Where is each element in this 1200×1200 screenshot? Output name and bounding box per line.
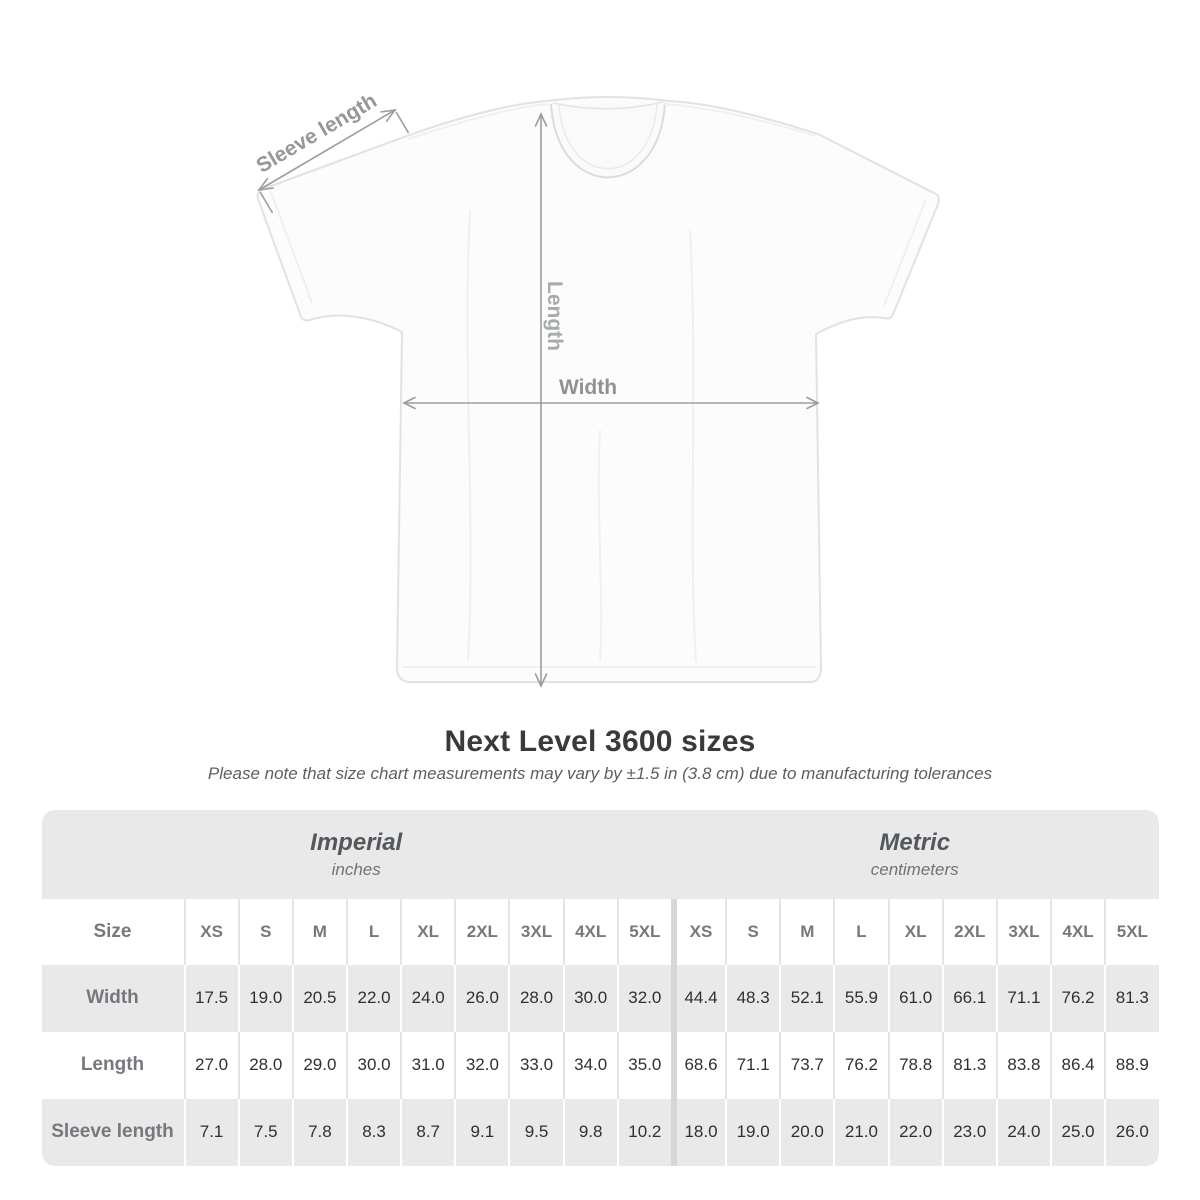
size-header: 2XL (942, 899, 996, 965)
length-value: 29.0 (292, 1032, 346, 1099)
sleeve-value: 8.7 (400, 1099, 454, 1166)
size-chart-table (42, 810, 1159, 1166)
sleeve-value: 7.8 (292, 1099, 346, 1166)
sleeve-value: 25.0 (1050, 1099, 1104, 1166)
size-header: 5XL (1104, 899, 1158, 965)
length-value: 78.8 (888, 1032, 942, 1099)
size-header: S (238, 899, 292, 965)
width-value: 76.2 (1050, 965, 1104, 1032)
sleeve-value: 23.0 (942, 1099, 996, 1166)
sleeve-value: 9.5 (508, 1099, 562, 1166)
width-value: 24.0 (400, 965, 454, 1032)
length-value: 86.4 (1050, 1032, 1104, 1099)
length-row (42, 1032, 1159, 1099)
width-value: 44.4 (671, 965, 725, 1032)
metric-unit: centimeters (870, 859, 959, 879)
size-header: 2XL (454, 899, 508, 965)
length-value: 27.0 (184, 1032, 238, 1099)
row-label-length: Length (42, 1032, 184, 1099)
sleeve-value: 21.0 (833, 1099, 887, 1166)
sleeve-value: 10.2 (617, 1099, 671, 1166)
length-value: 31.0 (400, 1032, 454, 1099)
length-value: 73.7 (779, 1032, 833, 1099)
length-value: 33.0 (508, 1032, 562, 1099)
row-label-sleeve-length: Sleeve length (42, 1099, 184, 1166)
width-value: 26.0 (454, 965, 508, 1032)
length-value: 81.3 (942, 1032, 996, 1099)
sleeve-value: 9.1 (454, 1099, 508, 1166)
length-value: 30.0 (346, 1032, 400, 1099)
sleeve-value: 7.5 (238, 1099, 292, 1166)
sleeve-value: 22.0 (888, 1099, 942, 1166)
size-header: 3XL (508, 899, 562, 965)
size-header: 4XL (563, 899, 617, 965)
imperial-label: Imperial (310, 828, 403, 856)
size-header: L (833, 899, 887, 965)
sleeve-value: 26.0 (1104, 1099, 1158, 1166)
sleeve-value: 8.3 (346, 1099, 400, 1166)
width-value: 17.5 (184, 965, 238, 1032)
width-value: 32.0 (617, 965, 671, 1032)
metric-section-header (671, 810, 1159, 899)
imperial-section-header (42, 810, 671, 899)
size-header: XS (671, 899, 725, 965)
size-header: 4XL (1050, 899, 1104, 965)
size-header: 3XL (996, 899, 1050, 965)
sleeve-value: 7.1 (184, 1099, 238, 1166)
page-title: Next Level 3600 sizes (444, 725, 756, 758)
length-value: 88.9 (1104, 1032, 1158, 1099)
width-value: 48.3 (725, 965, 779, 1032)
imperial-unit: inches (331, 859, 381, 879)
width-value: 66.1 (942, 965, 996, 1032)
size-header: 5XL (617, 899, 671, 965)
size-header: XL (888, 899, 942, 965)
width-value: 28.0 (508, 965, 562, 1032)
size-header: S (725, 899, 779, 965)
sleeve-length-label: Sleeve length (252, 89, 381, 178)
size-header: M (779, 899, 833, 965)
width-row (42, 965, 1159, 1032)
size-header: XL (400, 899, 454, 965)
row-label-width: Width (42, 965, 184, 1032)
sleeve-value: 20.0 (779, 1099, 833, 1166)
size-header: L (346, 899, 400, 965)
width-value: 22.0 (346, 965, 400, 1032)
width-value: 30.0 (563, 965, 617, 1032)
unit-band-row (42, 810, 1159, 899)
width-value: 81.3 (1104, 965, 1158, 1032)
size-header: M (292, 899, 346, 965)
size-header-row (42, 899, 1159, 965)
length-value: 68.6 (671, 1032, 725, 1099)
width-value: 52.1 (779, 965, 833, 1032)
width-value: 61.0 (888, 965, 942, 1032)
size-column-header: Size (42, 899, 184, 965)
size-header: XS (184, 899, 238, 965)
length-value: 35.0 (617, 1032, 671, 1099)
length-label: Length (543, 281, 566, 351)
length-value: 76.2 (833, 1032, 887, 1099)
sleeve-value: 24.0 (996, 1099, 1050, 1166)
width-value: 20.5 (292, 965, 346, 1032)
length-value: 34.0 (563, 1032, 617, 1099)
sleeve-value: 18.0 (671, 1099, 725, 1166)
width-value: 71.1 (996, 965, 1050, 1032)
width-value: 55.9 (833, 965, 887, 1032)
length-value: 83.8 (996, 1032, 1050, 1099)
width-value: 19.0 (238, 965, 292, 1032)
length-value: 28.0 (238, 1032, 292, 1099)
sleeve-length-row (42, 1099, 1159, 1166)
sleeve-value: 9.8 (563, 1099, 617, 1166)
width-label: Width (558, 376, 618, 399)
length-value: 32.0 (454, 1032, 508, 1099)
length-value: 71.1 (725, 1032, 779, 1099)
sleeve-value: 19.0 (725, 1099, 779, 1166)
metric-label: Metric (879, 828, 951, 856)
tolerance-note: Please note that size chart measurements may vary by ±1.5 in (3.8 cm) due to manufacturing tolerances (207, 763, 993, 783)
